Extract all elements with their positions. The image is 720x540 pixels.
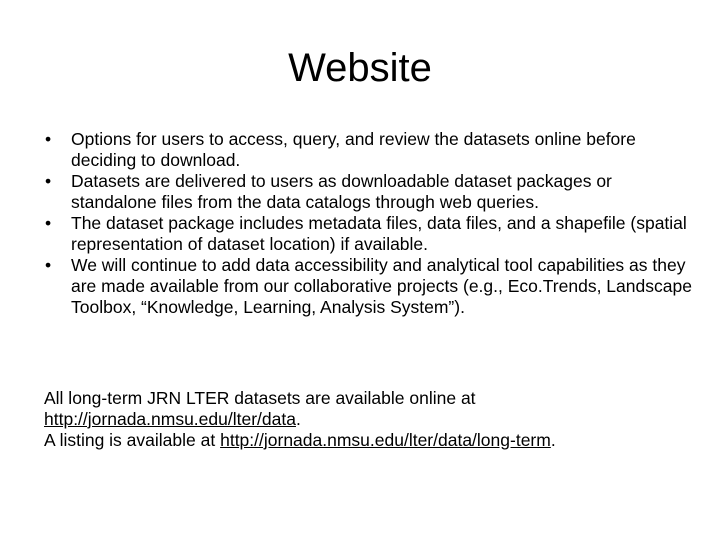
bullet-item [44,213,694,255]
bullet-marker: • [45,213,52,233]
footer-line2-end: . [550,430,556,450]
footer-line1-text: All long-term JRN LTER datasets are available online at [44,388,476,408]
bullet-marker: • [45,171,52,191]
bullet-marker: • [45,255,52,275]
data-link[interactable]: http://jornada.nmsu.edu/lter/data [44,409,296,429]
bullet-list [44,129,694,318]
footer-paragraph [44,388,704,451]
bullet-item [44,255,694,318]
footer-line2-text: A listing is available at [44,430,216,450]
slide-title: Website [288,46,432,90]
bullet-text: The dataset package includes metadata files, data files, and a shapefile (spatial representation of dataset location) if available. [71,213,687,254]
bullet-marker: • [45,129,52,149]
bullet-text: Options for users to access, query, and review the datasets online before deciding to download. [71,129,636,170]
bullet-item [44,129,694,171]
bullet-item [44,171,694,213]
bullet-text: Datasets are delivered to users as downloadable dataset packages or standalone files from the data catalogs through web queries. [71,171,612,212]
long-term-data-link[interactable]: http://jornada.nmsu.edu/lter/data/long-term [220,430,551,450]
footer-line1-end: . [295,409,301,429]
bullet-text: We will continue to add data accessibility and analytical tool capabilities as they are made available from our collaborative projects (e.g., Eco.Trends, Landscape Toolbox, “Knowledge, Learning, Analysis System”). [71,255,692,317]
